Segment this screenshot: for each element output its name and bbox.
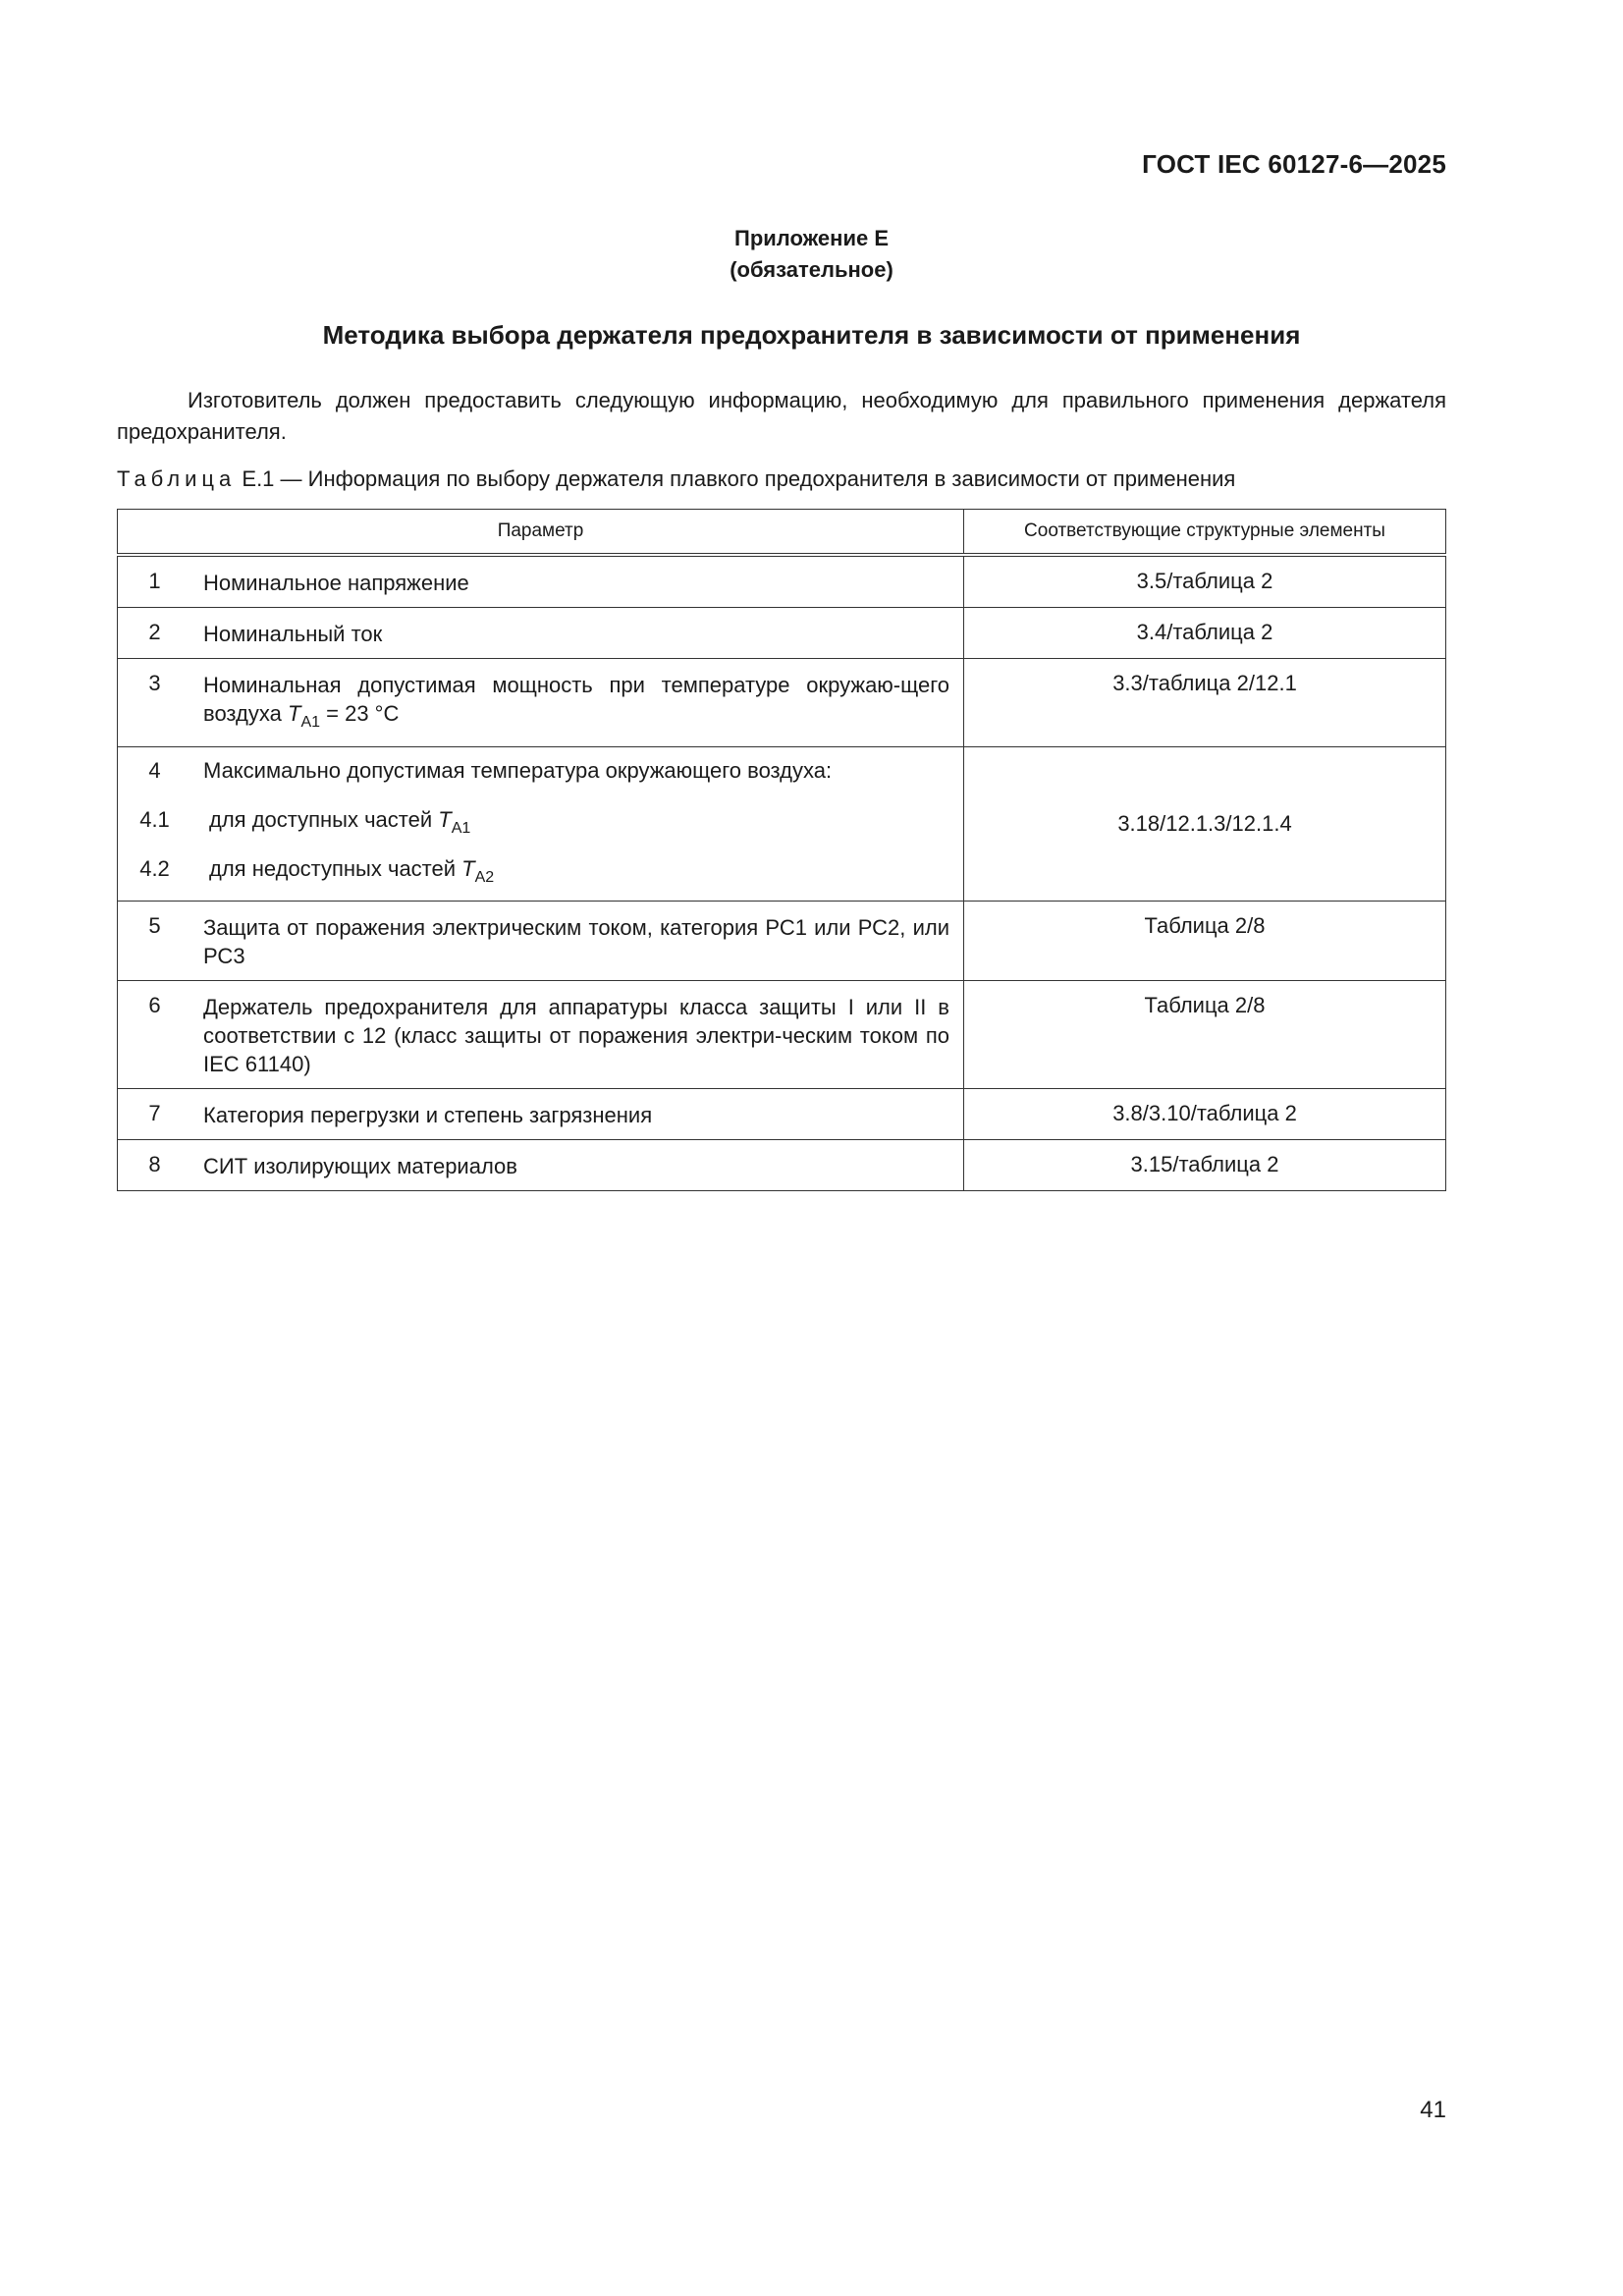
table-row xyxy=(118,659,1446,747)
row-ref: Таблица 2/8 xyxy=(964,981,1446,1089)
row-param-stack xyxy=(191,747,964,902)
row-number: 1 xyxy=(118,555,192,608)
row-number: 8 xyxy=(118,1140,192,1191)
row-param: Защита от поражения электрическим током, категория РС1 или РС2, или РС3 xyxy=(191,902,964,981)
row-param: Максимально допустимая температура окружающего воздуха: xyxy=(203,758,833,783)
symbol-subscript: A1 xyxy=(451,820,471,837)
table-header-row xyxy=(118,510,1446,556)
row-param xyxy=(191,659,964,747)
symbol-t: T xyxy=(461,856,475,881)
annex-title: Приложение Е xyxy=(734,226,889,250)
row-param-text: Номинальная допустимая мощность при температуре окружаю-щего воздуха xyxy=(203,673,949,726)
row-param: СИТ изолирующих материалов xyxy=(191,1140,964,1191)
sub-row-number: 4.2 xyxy=(139,856,170,881)
row-ref: 3.8/3.10/таблица 2 xyxy=(964,1089,1446,1140)
sub-row-param xyxy=(203,806,949,855)
document-code: ГОСТ IEC 60127-6—2025 xyxy=(1142,149,1446,179)
header-ref: Соответствующие структурные элементы xyxy=(964,510,1446,556)
table-caption-prefix: Таблица xyxy=(117,466,237,491)
header-param: Параметр xyxy=(118,510,964,556)
selection-table xyxy=(117,509,1446,1191)
row-ref: 3.18/12.1.3/12.1.4 xyxy=(964,747,1446,902)
annex-kind: (обязательное) xyxy=(730,257,893,282)
symbol-t: T xyxy=(438,807,452,832)
row-ref: Таблица 2/8 xyxy=(964,902,1446,981)
intro-paragraph: Изготовитель должен предоставить следующую информацию, необходимую для правильного применения держателя предохранителя. xyxy=(117,388,1446,444)
row-ref: 3.4/таблица 2 xyxy=(964,608,1446,659)
table-row xyxy=(118,747,1446,902)
row-param: Держатель предохранителя для аппаратуры класса защиты I или II в соответствии с 12 (класс защиты от поражения электри-ческим током по IEC 61140) xyxy=(191,981,964,1089)
sub-row-text: для доступных частей xyxy=(209,807,439,832)
row-param: Категория перегрузки и степень загрязнения xyxy=(191,1089,964,1140)
row-number: 7 xyxy=(118,1089,192,1140)
sub-row-text: для недоступных частей xyxy=(209,856,462,881)
row-ref: 3.3/таблица 2/12.1 xyxy=(964,659,1446,747)
row-number: 3 xyxy=(118,659,192,747)
row-ref: 3.15/таблица 2 xyxy=(964,1140,1446,1191)
symbol-subscript: A1 xyxy=(300,714,321,731)
table-row xyxy=(118,902,1446,981)
table-row xyxy=(118,1140,1446,1191)
table-caption-text: Е.1 — Информация по выбору держателя плавкого предохранителя в зависимости от применения xyxy=(242,466,1236,491)
page-number: 41 xyxy=(1420,2097,1446,2123)
table-row xyxy=(118,608,1446,659)
row-number: 2 xyxy=(118,608,192,659)
row-number: 4 xyxy=(148,758,161,783)
row-number: 5 xyxy=(118,902,192,981)
row-param-value: = 23 °С xyxy=(320,701,400,726)
symbol-t: T xyxy=(287,701,301,726)
table-caption xyxy=(117,466,1235,492)
table-row xyxy=(118,555,1446,608)
sub-row-param xyxy=(203,855,949,891)
table-row xyxy=(118,1089,1446,1140)
row-number: 6 xyxy=(118,981,192,1089)
annex-heading: Методика выбора держателя предохранителя в зависимости от применения xyxy=(322,320,1301,350)
table-row xyxy=(118,981,1446,1089)
row-param: Номинальный ток xyxy=(191,608,964,659)
row-ref: 3.5/таблица 2 xyxy=(964,555,1446,608)
row-param: Номинальное напряжение xyxy=(191,555,964,608)
sub-row-number: 4.1 xyxy=(139,807,170,832)
symbol-subscript: A2 xyxy=(474,869,495,886)
row-number-stack xyxy=(118,747,192,902)
